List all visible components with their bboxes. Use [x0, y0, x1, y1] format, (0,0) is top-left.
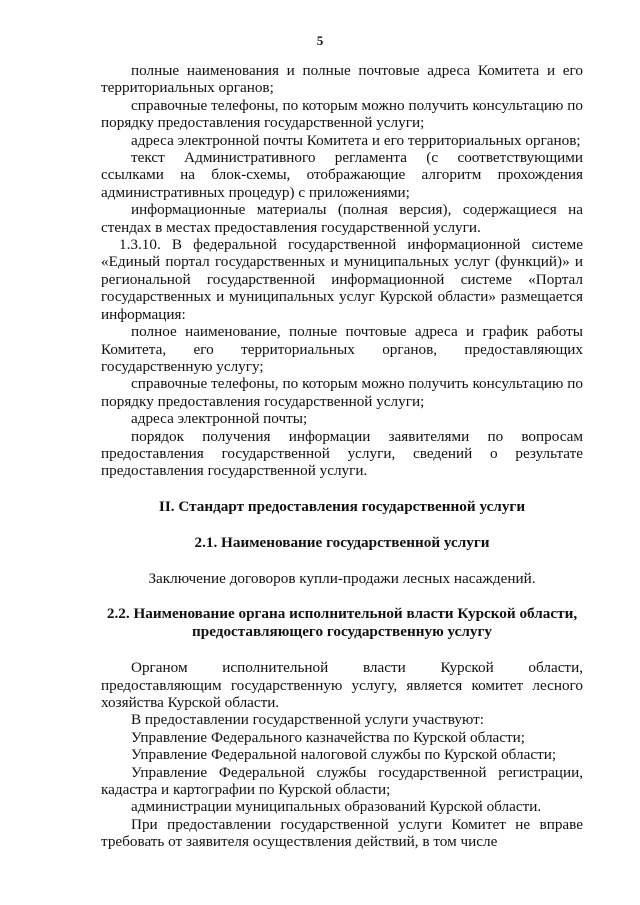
paragraph: полное наименование, полные почтовые адреса и график работы Комитета, его территориальных органов, предоставляющих государственную услугу;: [101, 323, 583, 375]
paragraph: Управление Федеральной налоговой службы по Курской области;: [131, 746, 557, 764]
paragraph: 1.3.10. В федеральной государственной информационной системе «Единый портал государственных и муниципальных услуг (функций)» и региональной государственной информационной системе «Портал государственных и муниципальных услуг Курской области» размещается информация:: [101, 236, 583, 323]
paragraph: информационные материалы (полная версия), содержащиеся на стендах в местах предоставления государственной услуги.: [101, 201, 583, 236]
paragraph: порядок получения информации заявителями по вопросам предоставления государственной услуги, сведений о результате предоставления государственной услуги.: [101, 427, 583, 480]
paragraph: администрации муниципальных образований Курской области.: [131, 798, 542, 816]
paragraph: Управление Федерального казначейства по Курской области;: [131, 728, 525, 746]
paragraph: Управление Федеральной службы государственной регистрации, кадастра и картографии по Курской области;: [101, 763, 583, 798]
paragraph: справочные телефоны, по которым можно получить консультацию по порядку предоставления государственной услуги;: [101, 375, 583, 410]
page-number: 5: [316, 33, 324, 48]
paragraph: В предоставлении государственной услуги участвуют:: [131, 711, 484, 729]
subsection-title-line: 2.2. Наименование органа исполнительной власти Курской области,: [106, 605, 578, 623]
paragraph: адреса электронной почты Комитета и его территориальных органов;: [131, 131, 581, 149]
section-title: II. Стандарт предоставления государственной услуги: [158, 497, 526, 515]
paragraph: полные наименования и полные почтовые адреса Комитета и его территориальных органов;: [101, 62, 583, 97]
document-body: [101, 62, 583, 851]
subsection-text: Заключение договоров купли-продажи лесных насаждений.: [148, 569, 536, 587]
paragraph: При предоставлении государственной услуги Комитет не вправе требовать от заявителя осуществления действий, в том числе: [101, 815, 583, 851]
paragraph: текст Административного регламента (с соответствующими ссылками на блок-схемы, отображающие алгоритм прохождения административных процедур) с приложениями;: [101, 149, 583, 201]
paragraph: адреса электронной почты;: [131, 410, 308, 428]
subsection-title: [101, 605, 583, 641]
paragraph: Органом исполнительной власти Курской области, предоставляющим государственную услугу, является комитет лесного хозяйства Курской области.: [101, 659, 583, 711]
paragraph: справочные телефоны, по которым можно получить консультацию по порядку предоставления государственной услуги;: [101, 96, 583, 132]
subsection-title-line: предоставляющего государственную услугу: [192, 623, 492, 641]
subsection-title: 2.1. Наименование государственной услуги: [194, 533, 490, 551]
